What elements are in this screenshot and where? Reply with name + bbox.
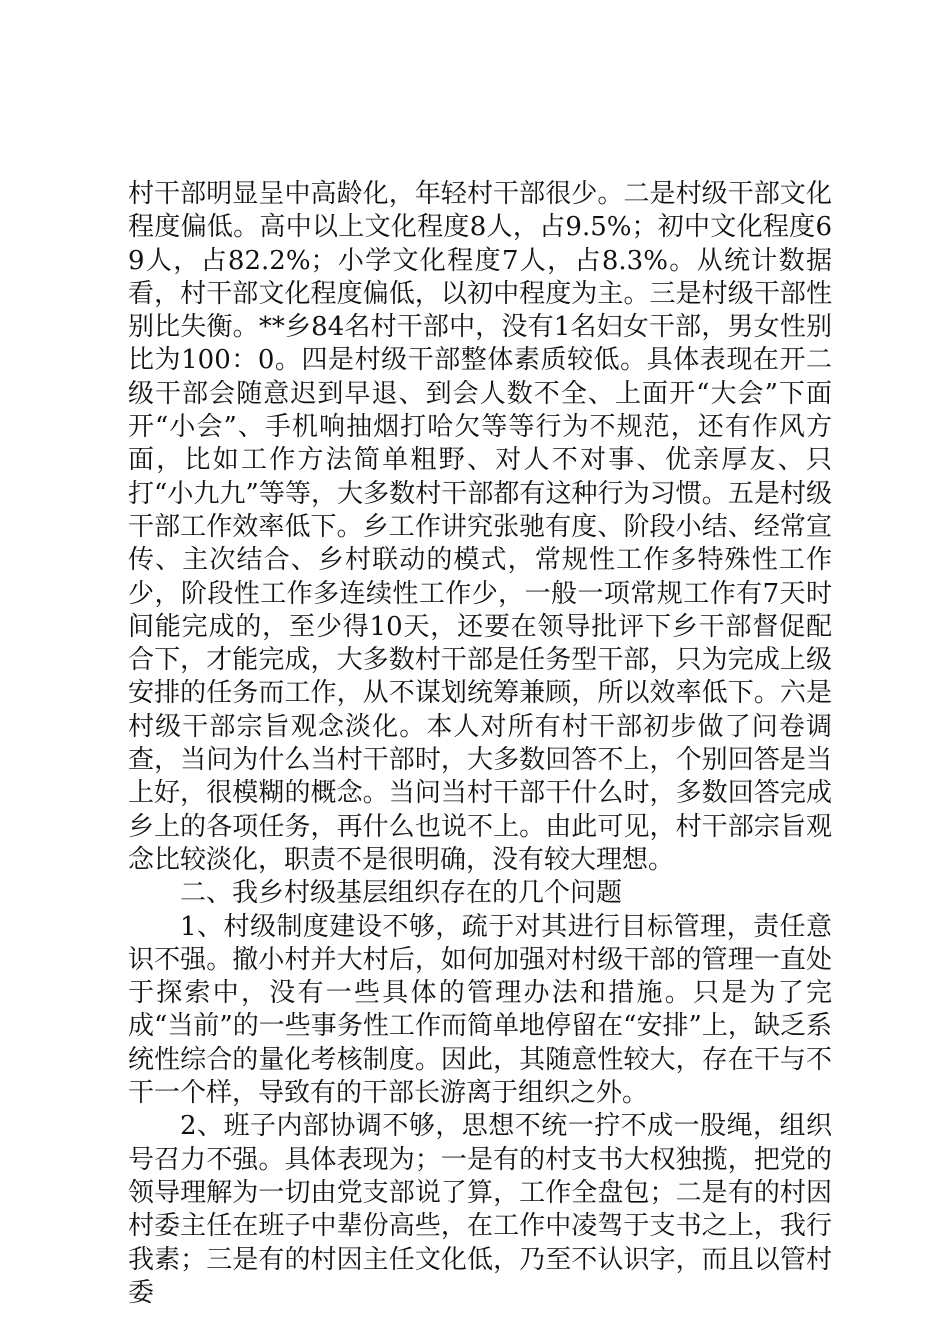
document-body (128, 178, 832, 1310)
paragraph-cadre-profile: 村干部明显呈中高龄化，年轻村干部很少。二是村级干部文化程度偏低。高中以上文化程度8人，占9.5%；初中文化程度69人，占82.2%；小学文化程度7人，占8.3%。从统计数据看，村干部文化程度偏低，以初中程度为主。三是村级干部性别比失衡。**乡84名村干部中，没有1名妇女干部，男女性别比为100：0。四是村级干部整体素质较低。具体表现在开二级干部会随意迟到早退、到会人数不全、上面开“大会”下面开“小会”、手机响抽烟打哈欠等等行为不规范，还有作风方面，比如工作方法简单粗野、对人不对事、优亲厚友、只打“小九九”等等，大多数村干部都有这种行为习惯。五是村级干部工作效率低下。乡工作讲究张驰有度、阶段小结、经常宣传、主次结合、乡村联动的模式，常规性工作多特殊性工作少，阶段性工作多连续性工作少，一般一项常规工作有7天时间能完成的，至少得10天，还要在领导批评下乡干部督促配合下，才能完成，大多数村干部是任务型干部，只为完成上级安排的任务而工作，从不谋划统筹兼顾，所以效率低下。六是村级干部宗旨观念淡化。本人对所有村干部初步做了问卷调查，当问为什么当村干部时，大多数回答不上，个别回答是当上好，很模糊的概念。当问当村干部干什么时，多数回答完成乡上的各项任务，再什么也说不上。由此可见，村干部宗旨观念比较淡化，职责不是很明确，没有较大理想。 (128, 179, 832, 875)
paragraph-problem-1: 1、村级制度建设不够，疏于对其进行目标管理，责任意识不强。撤小村并大村后，如何加强对村级干部的管理一直处于探索中，没有一些具体的管理办法和措施。只是为了完成“当前”的一些事务性工作而简单地停留在“安排”上，缺乏系统性综合的量化考核制度。因此，其随意性较大，存在干与不干一个样，导致有的干部长游离于组织之外。 (128, 911, 832, 1109)
paragraph-problem-2: 2、班子内部协调不够，思想不统一拧不成一股绳，组织号召力不强。具体表现为；一是有的村支书大权独揽，把党的领导理解为一切由党支部说了算，工作全盘包；二是有的村因村委主任在班子中辈份高些，在工作中凌驾于支书之上，我行我素；三是有的村因主任文化低，乃至不认识字，而且以管村委 (128, 1111, 832, 1308)
section-heading-problems: 二、我乡村级基层组织存在的几个问题 (180, 878, 623, 909)
